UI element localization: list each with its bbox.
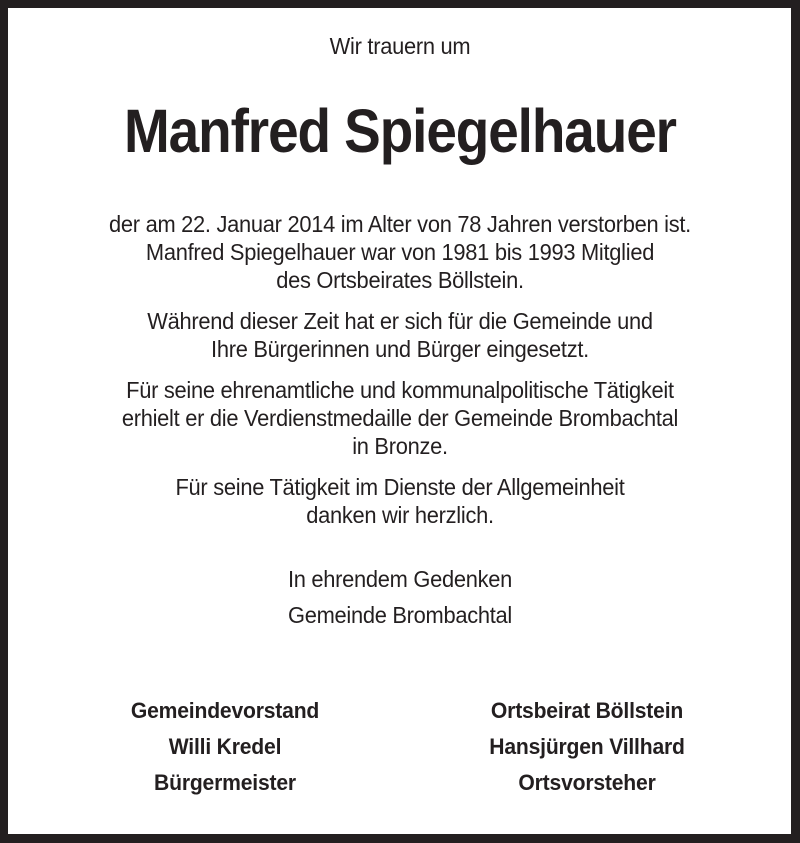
signature-role: Bürgermeister [154, 770, 296, 795]
paragraph-line: in Bronze. [352, 433, 448, 459]
intro-text: Wir trauern um [329, 33, 471, 59]
paragraph-line: Ihre Bürgerinnen und Bürger eingesetzt. [211, 336, 589, 362]
paragraph-line: des Ortsbeirates Böllstein. [276, 267, 524, 293]
signature-body: Gemeindevorstand [130, 698, 320, 723]
paragraph-line: danken wir herzlich. [306, 502, 494, 528]
signature-municipal-board [65, 0, 385, 843]
paragraph-line: Für seine ehrenamtliche und kommunalpolitische Tätigkeit [126, 377, 674, 403]
signature-role: Ortsvorsteher [518, 770, 656, 795]
signature-body: Ortsbeirat Böllstein [490, 698, 684, 723]
paragraph-line: erhielt er die Verdienstmedaille der Gemeinde Brombachtal [121, 405, 679, 431]
deceased-name: Manfred Spiegelhauer [124, 97, 676, 165]
paragraph-line: Während dieser Zeit hat er sich für die Gemeinde und [147, 308, 653, 334]
paragraph-line: Manfred Spiegelhauer war von 1981 bis 1993 Mitglied [145, 239, 655, 265]
signature-person: Willi Kredel [168, 734, 282, 759]
paragraph-line: Für seine Tätigkeit im Dienste der Allgemeinheit [175, 474, 625, 500]
closing-phrase: In ehrendem Gedenken [287, 566, 513, 592]
signature-local-council [427, 0, 747, 843]
paragraph-line: der am 22. Januar 2014 im Alter von 78 Jahren verstorben ist. [109, 211, 691, 237]
signature-person: Hansjürgen Villhard [489, 734, 685, 759]
closing-organization: Gemeinde Brombachtal [287, 602, 513, 628]
